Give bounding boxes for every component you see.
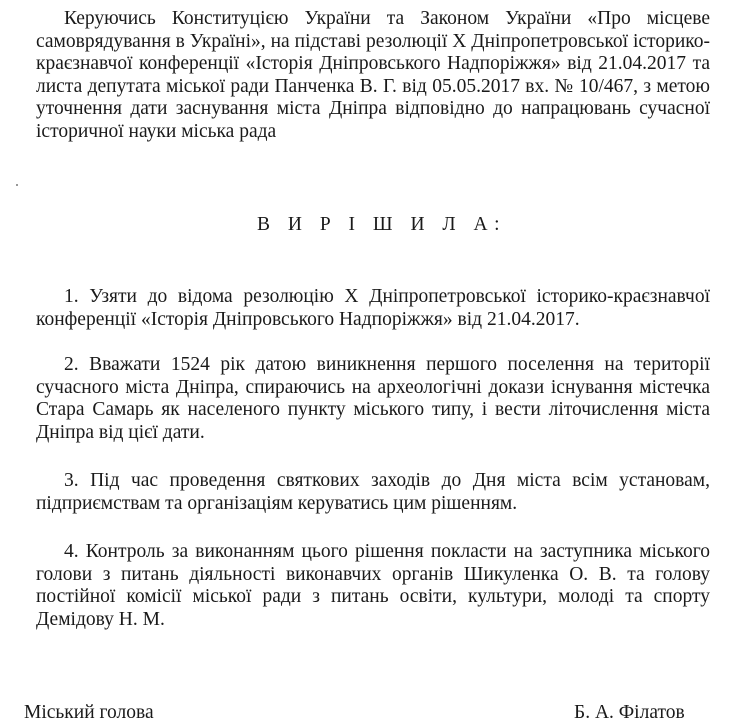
- preamble-paragraph: [36, 8, 710, 143]
- item-line: 1. Узяти до відома резолюцію X Дніпропетровської історико-краєзнавчої: [64, 286, 710, 307]
- signature-position: Міський голова: [24, 702, 154, 723]
- scan-speck: [16, 184, 18, 186]
- decision-heading: В И Р І Ш И Л А:: [256, 214, 507, 235]
- preamble-line: краєзнавчої конференції «Історія Дніпровського Надпоріжжя» від 21.04.2017 та: [36, 53, 710, 74]
- item-line: голови з питань діяльності виконавчих органів Шикуленка О. В. та голову: [36, 563, 710, 585]
- decision-item-4: [36, 541, 710, 631]
- item-line: конференції «Історія Дніпровського Надпоріжжя» від 21.04.2017.: [36, 308, 580, 330]
- item-line: підприємствам та організаціям керуватись цим рішенням.: [36, 492, 518, 514]
- item-line: 2. Вважати 1524 рік датою виникнення першого поселення на території: [64, 354, 710, 375]
- preamble-line: листа депутата міської ради Панченка В. Г. від 05.05.2017 вх. № 10/467, з метою: [36, 75, 710, 97]
- preamble-line: самоврядування в Україні», на підставі резолюції X Дніпропетровської історико-: [36, 30, 710, 52]
- item-line: Демідову Н. М.: [36, 608, 165, 630]
- item-line: 3. Під час проведення святкових заходів до Дня міста всім установам,: [64, 470, 710, 491]
- item-line: сучасного міста Дніпра, спираючись на археологічні докази існування містечка: [36, 376, 710, 398]
- item-line: постійної комісії міської ради з питань освіти, культури, молоді та спорту: [36, 586, 710, 607]
- decision-item-3: [36, 470, 710, 515]
- preamble-line: уточнення дати заснування міста Дніпра відповідно до напрацювань сучасної: [36, 98, 710, 119]
- decision-item-1: [36, 286, 710, 331]
- preamble-line: Керуючись Конституцією України та Законом України «Про місцеве: [64, 8, 710, 29]
- signature-name: Б. А. Філатов: [574, 702, 685, 723]
- item-line: Стара Самарь як населеного пункту міського типу, і вести літочислення міста: [36, 399, 710, 420]
- preamble-line: історичної науки міська рада: [36, 120, 277, 142]
- item-line: Дніпра від цієї дати.: [36, 421, 205, 443]
- item-line: 4. Контроль за виконанням цього рішення покласти на заступника міського: [64, 541, 710, 562]
- decision-item-2: [36, 354, 710, 444]
